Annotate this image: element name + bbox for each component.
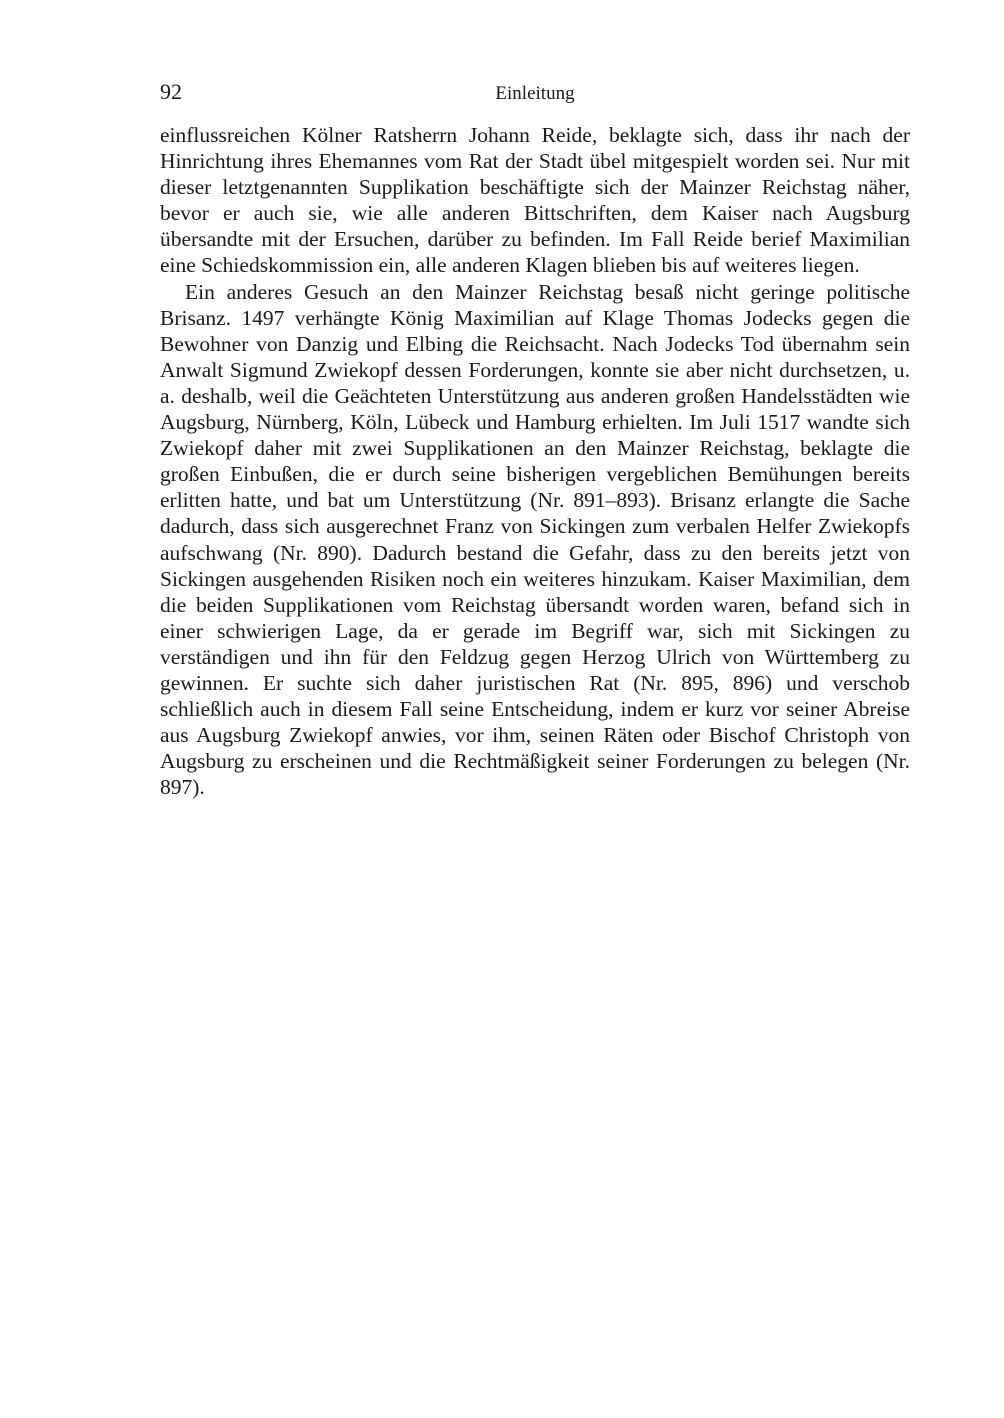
body-text [160, 122, 910, 800]
running-title: Einleitung [495, 83, 575, 104]
book-page [160, 78, 910, 800]
paragraph-continuation: einflussreichen Kölner Ratsherrn Johann Reide, beklagte sich, dass ihr nach der Hinrichtung ihres Ehemannes vom Rat der Stadt übel mitgespielt worden sei. Nur mit dieser letztgenannten Supplikation beschäftigte sich der Mainzer Reichstag näher, bevor er auch sie, wie alle anderen Bittschriften, dem Kaiser nach Augsburg übersandte mit der Ersuchen, darüber zu befinden. Im Fall Reide berief Maximilian eine Schiedskommission ein, alle anderen Klagen blieben bis auf weiteres liegen. [160, 123, 910, 278]
running-head [160, 78, 910, 122]
page-number: 92 [160, 79, 182, 104]
paragraph-petition-zwiekopf: Ein anderes Gesuch an den Mainzer Reichstag besaß nicht geringe politische Brisanz. 1497 verhängte König Maximilian auf Klage Thomas Jodecks gegen die Bewohner von Danzig und Elbing die Reichsacht. Nach Jodecks Tod übernahm sein Anwalt Sigmund Zwiekopf dessen Forderungen, konnte sie aber nicht durchsetzen, u. a. deshalb, weil die Geächteten Unterstützung aus anderen großen Handelsstädten wie Augsburg, Nürnberg, Köln, Lübeck und Hamburg erhielten. Im Juli 1517 wandte sich Zwiekopf daher mit zwei Supplikationen an den Mainzer Reichstag, beklagte die großen Einbußen, die er durch seine bisherigen vergeblichen Bemühungen bereits erlitten hatte, und bat um Unterstützung (Nr. 891–893). Brisanz erlangte die Sache dadurch, dass sich ausgerechnet Franz von Sickingen zum verbalen Helfer Zwiekopfs aufschwang (Nr. 890). Dadurch bestand die Gefahr, dass zu den bereits jetzt von Sickingen ausgehenden Risiken noch ein weiteres hinzukam. Kaiser Maximilian, dem die beiden Supplikationen vom Reichstag übersandt worden waren, befand sich in einer schwierigen Lage, da er gerade im Begriff war, sich mit Sickingen zu verständigen und ihn für den Feldzug gegen Herzog Ulrich von Württemberg zu gewinnen. Er suchte sich daher juristischen Rat (Nr. 895, 896) und verschob schließlich auch in diesem Fall seine Entscheidung, indem er kurz vor seiner Abreise aus Augsburg Zwiekopf anwies, vor ihm, seinen Räten oder Bischof Christoph von Augsburg zu erscheinen und die Rechtmäßigkeit seiner Forderungen zu belegen (Nr. 897). [160, 279, 910, 800]
